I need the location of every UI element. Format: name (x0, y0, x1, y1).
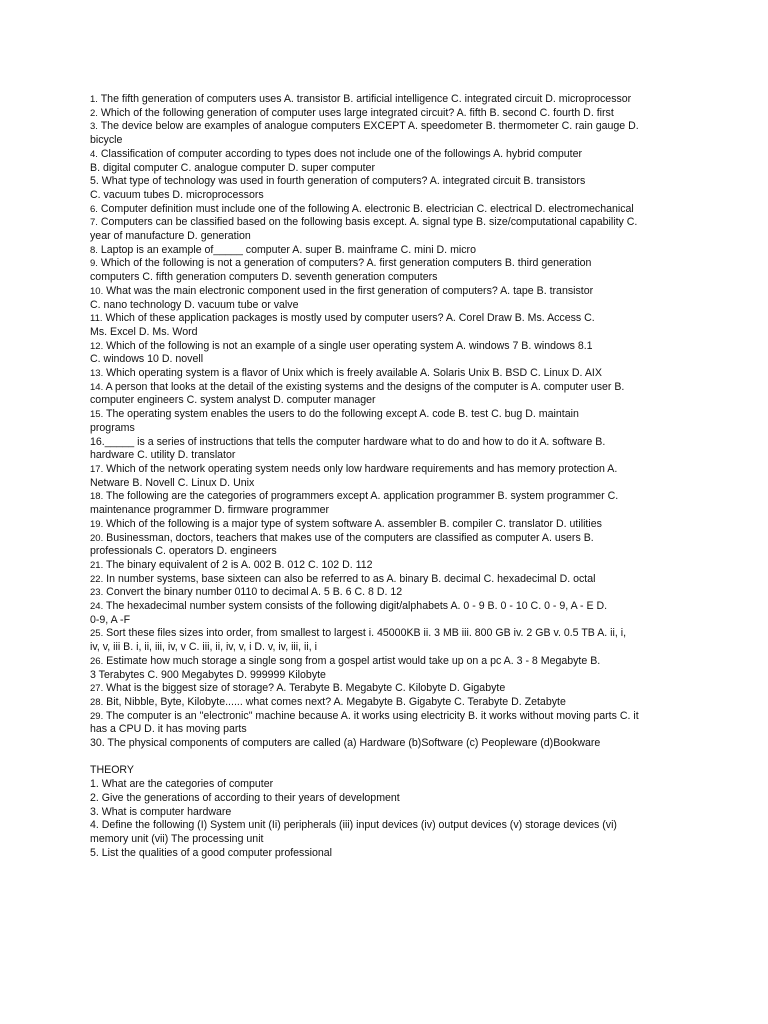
question-15 (90, 408, 690, 435)
question-text: Which of the following is not a generation of computers? A. first generation computers B. third generation (100, 257, 592, 270)
question-text: The operating system enables the users to do the following except A. code B. test C. bug D. maintain (105, 408, 579, 421)
question-13 (90, 367, 690, 381)
question-number: 26. (90, 655, 104, 667)
question-text-cont: C. windows 10 D. novell (90, 353, 204, 366)
question-text: Computer definition must include one of the following A. electronic B. electrician C. electrical D. electromechanical (100, 202, 634, 215)
question-number: 27. (90, 683, 104, 695)
question-text: Which operating system is a flavor of Unix which is freely available A. Solaris Unix B. BSD C. Linux D. AIX (106, 367, 602, 380)
question-text: In number systems, base sixteen can also be referred to as A. binary B. decimal C. hexadecimal D. octal (106, 572, 596, 585)
question-text: Sort these files sizes into order, from smallest to largest i. 45000KB ii. 3 MB iii. 800 GB iv. 2 GB v. 0.5 TB A. ii, i, (106, 627, 627, 640)
question-29 (90, 710, 690, 737)
document-page (90, 93, 690, 860)
question-6 (90, 203, 690, 217)
question-number: 10. (90, 285, 104, 297)
question-24 (90, 600, 690, 627)
question-2 (90, 107, 690, 121)
question-text-cont: iv, v, iii B. i, ii, iii, iv, v C. iii, ii, iv, v, i D. v, iv, iii, ii, i (90, 641, 317, 654)
question-number: 29. (90, 710, 104, 722)
question-text-cont: maintenance programmer D. firmware programmer (90, 504, 330, 517)
question-text-cont: computers C. fifth generation computers D. seventh generation computers (90, 271, 438, 284)
question-14 (90, 381, 690, 408)
question-21 (90, 559, 690, 573)
question-number: 19. (90, 518, 104, 530)
question-30 (90, 737, 690, 751)
theory-item-4 (90, 819, 690, 846)
question-11 (90, 312, 690, 339)
theory-section (90, 764, 690, 860)
question-number: 25. (90, 628, 104, 640)
question-text-cont: hardware C. utility D. translator (90, 449, 236, 462)
question-number: 21. (90, 559, 104, 571)
question-text-cont: B. digital computer C. analogue computer D. super computer (90, 161, 375, 174)
question-text: Businessman, doctors, teachers that makes use of the computers are classified as computer A. users B. (106, 531, 594, 544)
question-number: 2. (90, 107, 98, 119)
question-26 (90, 655, 690, 682)
theory-item-text-cont: memory unit (vii) The processing unit (90, 832, 264, 845)
question-28 (90, 696, 690, 710)
question-list (90, 93, 690, 751)
question-18 (90, 490, 690, 517)
question-text: The hexadecimal number system consists of the following digit/alphabets A. 0 - 9 B. 0 - 10 C. 0 - 9, A - E D. (105, 600, 608, 613)
question-20 (90, 532, 690, 559)
question-9 (90, 257, 690, 284)
question-text-cont: 3 Terabytes C. 900 Megabytes D. 999999 Kilobyte (90, 668, 326, 681)
question-25 (90, 627, 690, 654)
question-7 (90, 216, 690, 243)
theory-item-5 (90, 847, 690, 861)
question-10 (90, 285, 690, 312)
question-text: Which of the network operating system needs only low hardware requirements and has memory protection A. (106, 462, 618, 475)
question-number: 15. (90, 409, 104, 421)
question-text: Bit, Nibble, Byte, Kilobyte...... what comes next? A. Megabyte B. Gigabyte C. Terabyte D. Zetabyte (106, 695, 566, 708)
question-number: 16. (90, 435, 105, 448)
question-text: The computer is an "electronic" machine because A. it works using electricity B. it works without moving parts C. it (105, 709, 639, 722)
question-number: 14. (90, 381, 104, 393)
question-8 (90, 244, 690, 258)
question-text: What is the biggest size of storage? A. Terabyte B. Megabyte C. Kilobyte D. Gigabyte (106, 682, 506, 695)
question-27 (90, 682, 690, 696)
question-text-cont: has a CPU D. it has moving parts (90, 723, 247, 736)
question-number: 5. (90, 175, 99, 188)
question-text: Laptop is an example of_____ computer A. super B. mainframe C. mini D. micro (100, 243, 476, 256)
question-text-cont: computer engineers C. system analyst D. computer manager (90, 394, 376, 407)
question-number: 13. (90, 368, 104, 380)
theory-item-3 (90, 806, 690, 820)
question-number: 4. (90, 148, 98, 160)
question-19 (90, 518, 690, 532)
question-3 (90, 120, 690, 147)
question-text: Which of these application packages is mostly used by computer users? A. Corel Draw B. Ms. Access C. (105, 312, 595, 325)
question-number: 28. (90, 696, 104, 708)
question-text: What type of technology was used in fourth generation of computers? A. integrated circuit B. transistors (101, 175, 586, 188)
question-number: 9. (90, 258, 98, 270)
theory-item-text: 2. Give the generations of according to their years of development (90, 791, 400, 804)
question-text: _____ is a series of instructions that tells the computer hardware what to do and how to do it A. software B. (104, 435, 606, 448)
question-text-cont: C. vacuum tubes D. microprocessors (90, 188, 264, 201)
question-number: 24. (90, 601, 104, 613)
section-gap (90, 751, 690, 765)
question-number: 22. (90, 573, 104, 585)
theory-heading: THEORY (90, 764, 134, 777)
question-number: 7. (90, 217, 98, 229)
question-text: Classification of computer according to types does not include one of the followings A. hybrid computer (100, 147, 582, 160)
question-text: Which of the following is not an example of a single user operating system A. windows 7 B. windows 8.1 (106, 339, 593, 352)
question-number: 11. (90, 313, 103, 325)
question-text: Which of the following generation of computer uses large integrated circuit? A. fifth B. second C. fourth D. first (100, 106, 614, 119)
question-number: 3. (90, 121, 98, 133)
question-text: The physical components of computers are called (a) Hardware (b)Software (c) Peopleware (d)Bookware (107, 737, 601, 750)
question-number: 18. (90, 491, 104, 503)
theory-item-text: 4. Define the following (I) System unit (Ii) peripherals (iii) input devices (iv) output devices (v) storage devices (vi) (90, 819, 617, 832)
question-text-cont: Ms. Excel D. Ms. Word (90, 325, 198, 338)
theory-item-text: 3. What is computer hardware (90, 805, 232, 818)
question-text: The following are the categories of programmers except A. application programmer B. system programmer C. (105, 490, 619, 503)
question-text-cont: 0-9, A -F (90, 613, 131, 626)
question-number: 23. (90, 587, 104, 599)
question-number: 8. (90, 244, 98, 256)
question-text-cont: Netware B. Novell C. Linux D. Unix (90, 476, 255, 489)
question-text: The device below are examples of analogue computers EXCEPT A. speedometer B. thermometer C. rain gauge D. (100, 120, 639, 133)
question-number: 12. (90, 340, 104, 352)
question-text: Computers can be classified based on the following basis except. A. signal type B. size/computational capability C. (100, 216, 638, 229)
question-number: 20. (90, 532, 104, 544)
question-text: Estimate how much storage a single song from a gospel artist would take up on a pc A. 3 - 8 Megabyte B. (106, 654, 601, 667)
question-17 (90, 463, 690, 490)
question-number: 6. (90, 203, 98, 215)
question-22 (90, 573, 690, 587)
question-text: Which of the following is a major type of system software A. assembler B. compiler C. translator D. utilities (106, 517, 602, 530)
question-text-cont: C. nano technology D. vacuum tube or valve (90, 298, 299, 311)
question-text: What was the main electronic component used in the first generation of computers? A. tape B. transistor (106, 284, 594, 297)
question-text-cont: professionals C. operators D. engineers (90, 545, 277, 558)
theory-item-text: 1. What are the categories of computer (90, 778, 274, 791)
theory-item-1 (90, 778, 690, 792)
question-23 (90, 586, 690, 600)
question-text: The fifth generation of computers uses A. transistor B. artificial intelligence C. integrated circuit D. microprocessor (100, 93, 632, 105)
theory-item-text: 5. List the qualities of a good computer professional (90, 846, 333, 859)
question-number: 30. (90, 737, 105, 750)
question-number: 1. (90, 94, 98, 105)
question-text-cont: bicycle (90, 134, 123, 147)
question-16 (90, 436, 690, 463)
question-text-cont: programs (90, 421, 135, 434)
question-text: Convert the binary number 0110 to decimal A. 5 B. 6 C. 8 D. 12 (106, 586, 403, 599)
question-text: A person that looks at the detail of the existing systems and the designs of the computer is A. computer user B. (105, 380, 625, 393)
question-5 (90, 175, 690, 202)
theory-item-2 (90, 792, 690, 806)
question-12 (90, 340, 690, 367)
question-4 (90, 148, 690, 175)
question-1 (90, 93, 690, 107)
question-text-cont: year of manufacture D. generation (90, 230, 251, 243)
question-number: 17. (90, 463, 104, 475)
question-text: The binary equivalent of 2 is A. 002 B. 012 C. 102 D. 112 (105, 558, 373, 571)
